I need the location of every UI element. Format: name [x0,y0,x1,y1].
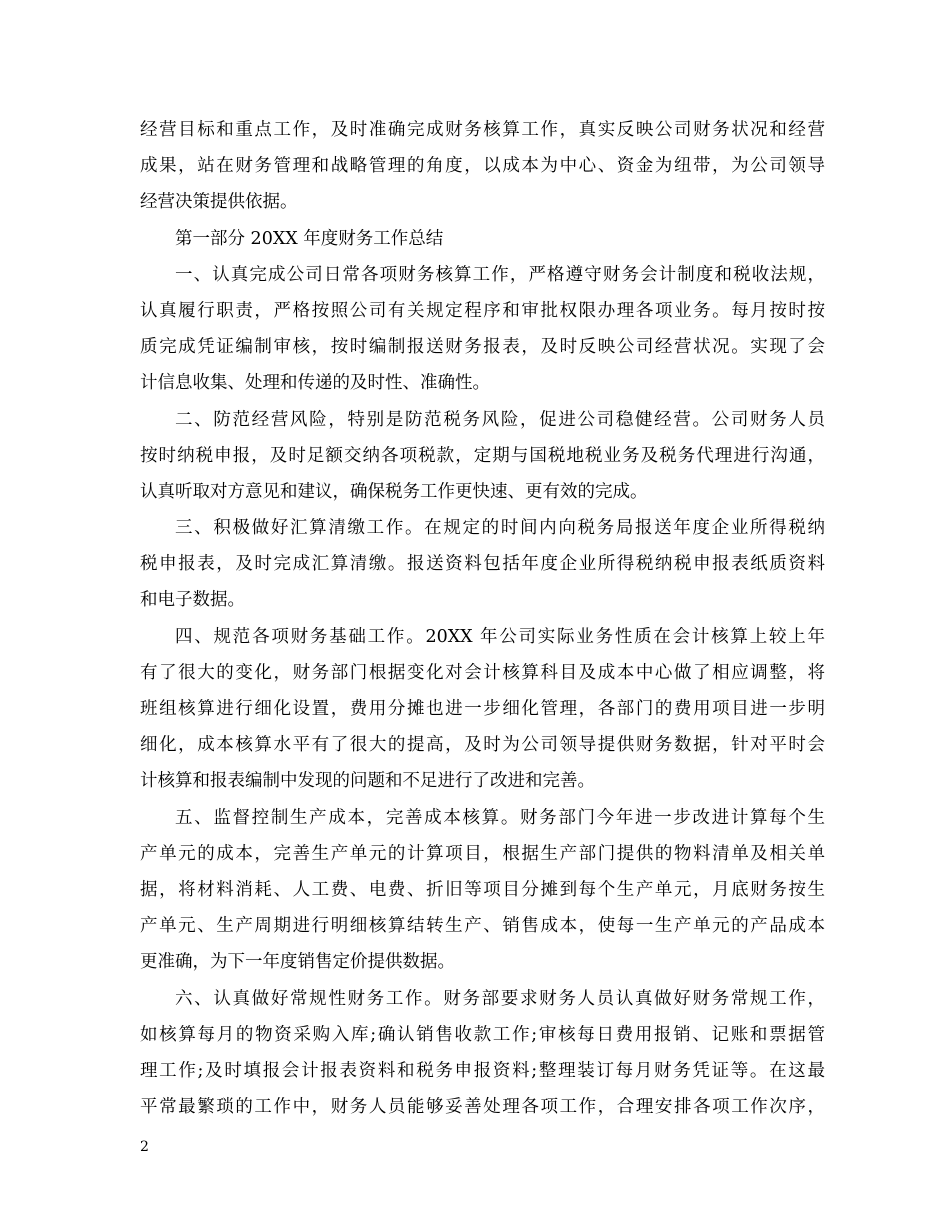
text-line: 一、认真完成公司日常各项财务核算工作，严格遵守财务会计制度和税收法规， [175,264,825,285]
text-line: 产单元的成本，完善生产单元的计算项目，根据生产部门提供的物料清单及相关单 [140,843,825,864]
text-line: 和电子数据。 [140,590,245,611]
text-line: 理工作;及时填报会计报表资料和税务申报资料;整理装订每月财务凭证等。在这最 [140,1060,825,1081]
text-line: 细化，成本核算水平有了很大的提高，及时为公司领导提供财务数据，针对平时会 [140,735,825,756]
page-number: 2 [140,1139,149,1155]
text-line: 认真履行职责，严格按照公司有关规定程序和审批权限办理各项业务。每月按时按 [140,300,825,321]
text-line: 四、规范各项财务基础工作。20XX 年公司实际业务性质在会计核算上较上年 [175,626,825,647]
text-line: 认真听取对方意见和建议，确保税务工作更快速、更有效的完成。 [140,481,648,502]
text-line: 经营决策提供依据。 [140,192,298,213]
text-line: 按时纳税申报，及时足额交纳各项税款，定期与国税地税业务及税务代理进行沟通， [140,445,825,466]
text-line: 据，将材料消耗、人工费、电费、折旧等项目分摊到每个生产单元，月底财务按生 [140,879,825,900]
text-line: 有了很大的变化，财务部门根据变化对会计核算科目及成本中心做了相应调整，将 [140,662,825,683]
text-line: 班组核算进行细化设置，费用分摊也进一步细化管理，各部门的费用项目进一步明 [140,699,825,719]
text-line: 经营目标和重点工作，及时准确完成财务核算工作，真实反映公司财务状况和经营 [140,120,825,140]
text-line: 平常最繁琐的工作中，财务人员能够妥善处理各项工作，合理安排各项工作次序， [140,1097,825,1118]
text-line: 六、认真做好常规性财务工作。财务部要求财务人员认真做好财务常规工作， [175,988,825,1009]
text-line: 更准确，为下一年度销售定价提供数据。 [140,952,455,973]
document-body [140,112,825,1125]
text-line: 第一部分 20XX 年度财务工作总结 [175,228,444,249]
text-line: 二、防范经营风险，特别是防范税务风险，促进公司稳健经营。公司财务人员 [175,409,825,430]
text-line: 成果，站在财务管理和战略管理的角度，以成本为中心、资金为纽带，为公司领导 [140,156,825,177]
text-line: 计信息收集、处理和传递的及时性、准确性。 [140,373,490,394]
text-line: 产单元、生产周期进行明细核算结转生产、销售成本，使每一生产单元的产品成本 [140,916,825,937]
text-line: 计核算和报表编制中发现的问题和不足进行了改进和完善。 [140,771,595,792]
text-line: 三、积极做好汇算清缴工作。在规定的时间内向税务局报送年度企业所得税纳 [175,518,825,539]
text-line: 税申报表，及时完成汇算清缴。报送资料包括年度企业所得税纳税申报表纸质资料 [140,554,825,575]
text-line: 五、监督控制生产成本，完善成本核算。财务部门今年进一步改进计算每个生 [175,807,825,828]
text-line: 质完成凭证编制审核，按时编制报送财务报表，及时反映公司经营状况。实现了会 [140,337,825,358]
text-line: 如核算每月的物资采购入库;确认销售收款工作;审核每日费用报销、记账和票据管 [140,1024,825,1045]
